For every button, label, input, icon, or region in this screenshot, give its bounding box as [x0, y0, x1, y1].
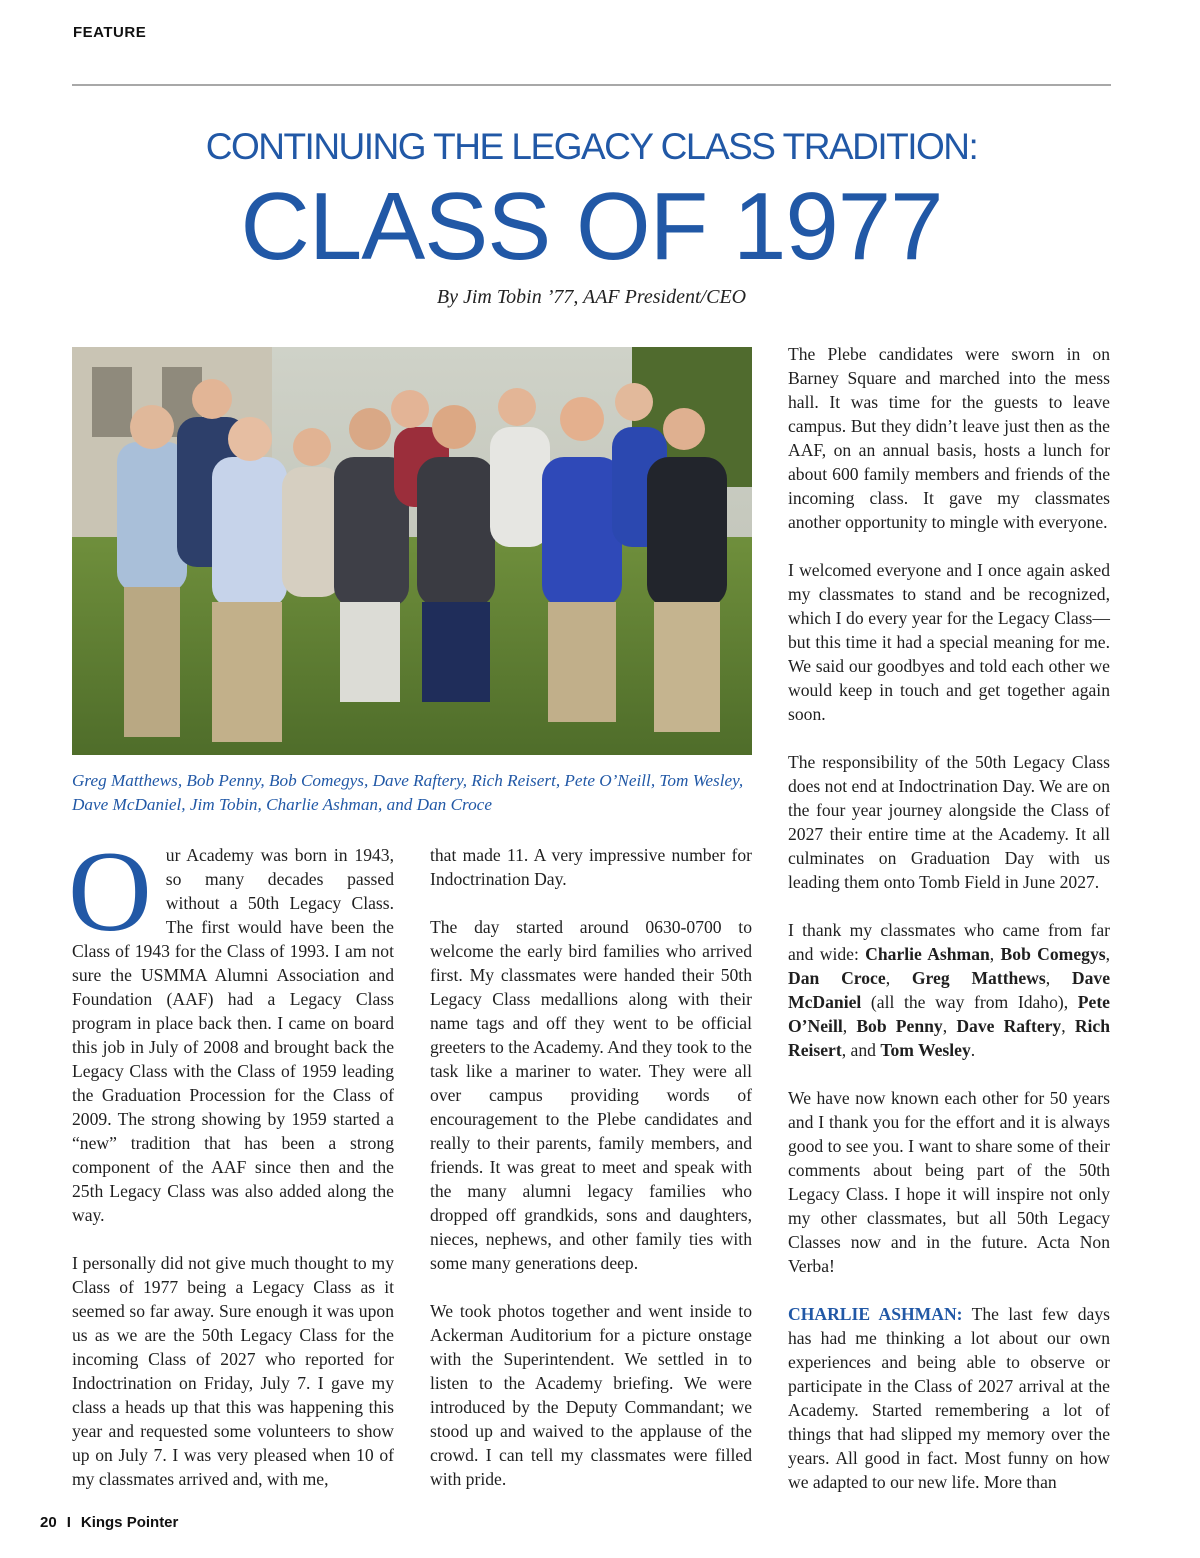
- period: .: [970, 1040, 976, 1060]
- classmate-name: Rich Reisert: [788, 1016, 1110, 1060]
- photo-caption: [72, 769, 762, 817]
- paragraph: The day started around 0630-0700 to welcome the early bird families who arrived first. My classmates were handed their 50th Legacy Class medallions along with their name tags and off they went to be official greeters to the Academy. And they took to the task like a mariner to water. They were all over campus providing words of encouragement to the Plebe candidates and really to their parents, family members, and friends. It was great to meet and speak with the many alumni legacy families who dropped off grandkids, sons and daughters, nieces, nephews, and other family ties with some many generations deep.: [430, 917, 752, 1273]
- classmate-name: Bob Comegys: [1000, 944, 1106, 964]
- quote-paragraph: [788, 1302, 1110, 1494]
- page-number: 20: [40, 1514, 57, 1531]
- paragraph: We have now known each other for 50 years and I thank you for the effort and it is always good to see you. I want to share some of their comments about being part of the 50th Legacy Class. I hope it will inspire not only my other classmates, but all 50th Legacy Classes now and in the future. Acta Non Verba!: [788, 1088, 1110, 1276]
- group-photo: [72, 347, 752, 755]
- article-column-3: [788, 342, 1110, 1518]
- article-column-2: [430, 843, 752, 1515]
- paragraph: The Plebe candidates were sworn in on Barney Square and marched into the mess hall. It was time for the guests to leave campus. But they didn’t leave just then as the AAF, on an annual basis, hosts a lunch for about 600 family members and friends of the incoming class. It gave my classmates another opportunity to mingle with everyone.: [788, 344, 1110, 532]
- classmate-name: Tom Wesley: [880, 1040, 971, 1060]
- classmate-name: Pete O’Neill: [788, 992, 1110, 1036]
- paragraph: We took photos together and went inside to Ackerman Auditorium for a picture onstage with the Superintendent. We settled in to listen to the Academy briefing. We were introduced by the Deputy Commandant; we stood up and waived to the applause of the crowd. I can tell my classmates were filled with pride.: [430, 1301, 752, 1489]
- article-column-1: [68, 828, 394, 1515]
- classmate-name: Greg Matthews: [911, 968, 1046, 988]
- thanks-paragraph: I thank my classmates who came from far and wide: Charlie Ashman, Bob Comegys, Dan Croce, Greg Matthews, Dave McDaniel (all the way from Idaho), Pete O’Neill, Bob Penny, Dave Raftery, Rich Reisert, and Tom Wesley.: [788, 920, 1111, 1060]
- classmate-name: Dave Raftery: [956, 1016, 1062, 1036]
- paragraph-text: ur Academy was born in 1943, so many decades passed without a 50th Legacy Class. The first would have been the Class of 1943 for the Class of 1993. I am not sure the USMMA Alumni Association and Foundation (AAF) had a Legacy Class program in place back then. I came on board this job in July of 2008 and brought back the Legacy Class with the Class of 1959 leading the Graduation Procession for the Class of 2009. The strong showing by 1959 started a “new” tradition that has been a strong component of the AAF since then and the 25th Legacy Class was also added along the way.: [72, 845, 394, 1225]
- byline: By Jim Tobin ’77, AAF President/CEO: [436, 286, 747, 308]
- paragraph: that made 11. A very impressive number for Indoctrination Day.: [430, 845, 752, 889]
- publication-name: Kings Pointer: [80, 1514, 179, 1531]
- speaker-name: CHARLIE ASHMAN:: [788, 1304, 963, 1324]
- page-footer: [40, 1514, 178, 1531]
- caption-line-2: Dave McDaniel, Jim Tobin, Charlie Ashman, and Dan Croce: [72, 795, 492, 814]
- classmate-name: Charlie Ashman: [865, 944, 990, 964]
- paragraph: I personally did not give much thought to my Class of 1977 being a Legacy Class as it seemed so far away. Sure enough it was upon us as we are the 50th Legacy Class for the incoming Class of 2027 who reported for Indoctrination on Friday, July 7. I gave my class a heads up that this was happening this year and requested some volunteers to show up on July 7. I was very pleased when 10 of my classmates arrived and, with me,: [72, 1253, 394, 1489]
- top-rule: [72, 84, 1111, 86]
- classmate-name: Bob Penny: [856, 1016, 943, 1036]
- paragraph: The responsibility of the 50th Legacy Class does not end at Indoctrination Day. We are on the four year journey alongside the Class of 2027 their entire time at the Academy. It all culminates on Graduation Day with us leading them onto Tomb Field in June 2027.: [788, 752, 1111, 892]
- paragraph: I welcomed everyone and I once again asked my classmates to stand and be recognized, which I do every year for the Legacy Class—but this time it had a special meaning for me. We said our goodbyes and told each other we would keep in touch and get together again soon.: [788, 560, 1110, 724]
- classmate-name: Dan Croce: [788, 968, 886, 988]
- conjunction: , and: [841, 1040, 881, 1060]
- drop-cap: O: [68, 828, 152, 956]
- quote-text: The last few days has had me thinking a lot about our own experiences and being able to observe or participate in the Class of 2027 arrival at the Academy. Started remembering a lot of things that had slipped my memory over the years. All good in fact. Most funny on how we adapted to our new life. More than: [788, 1304, 1110, 1492]
- headline: CLASS OF 1977: [240, 173, 943, 280]
- classmate-name: Dave McDaniel: [788, 968, 1111, 1012]
- section-label: FEATURE: [73, 24, 147, 41]
- thanks-intro: I thank my classmates who came from far and wide:: [788, 920, 1110, 964]
- footer-separator: I: [66, 1514, 71, 1531]
- name-note: (all the way from Idaho),: [861, 992, 1078, 1012]
- title-kicker: CONTINUING THE LEGACY CLASS TRADITION:: [205, 126, 978, 167]
- paragraph: [68, 828, 394, 1227]
- caption-line-1: Greg Matthews, Bob Penny, Bob Comegys, Dave Raftery, Rich Reisert, Pete O’Neill, Tom Wesley,: [72, 771, 744, 790]
